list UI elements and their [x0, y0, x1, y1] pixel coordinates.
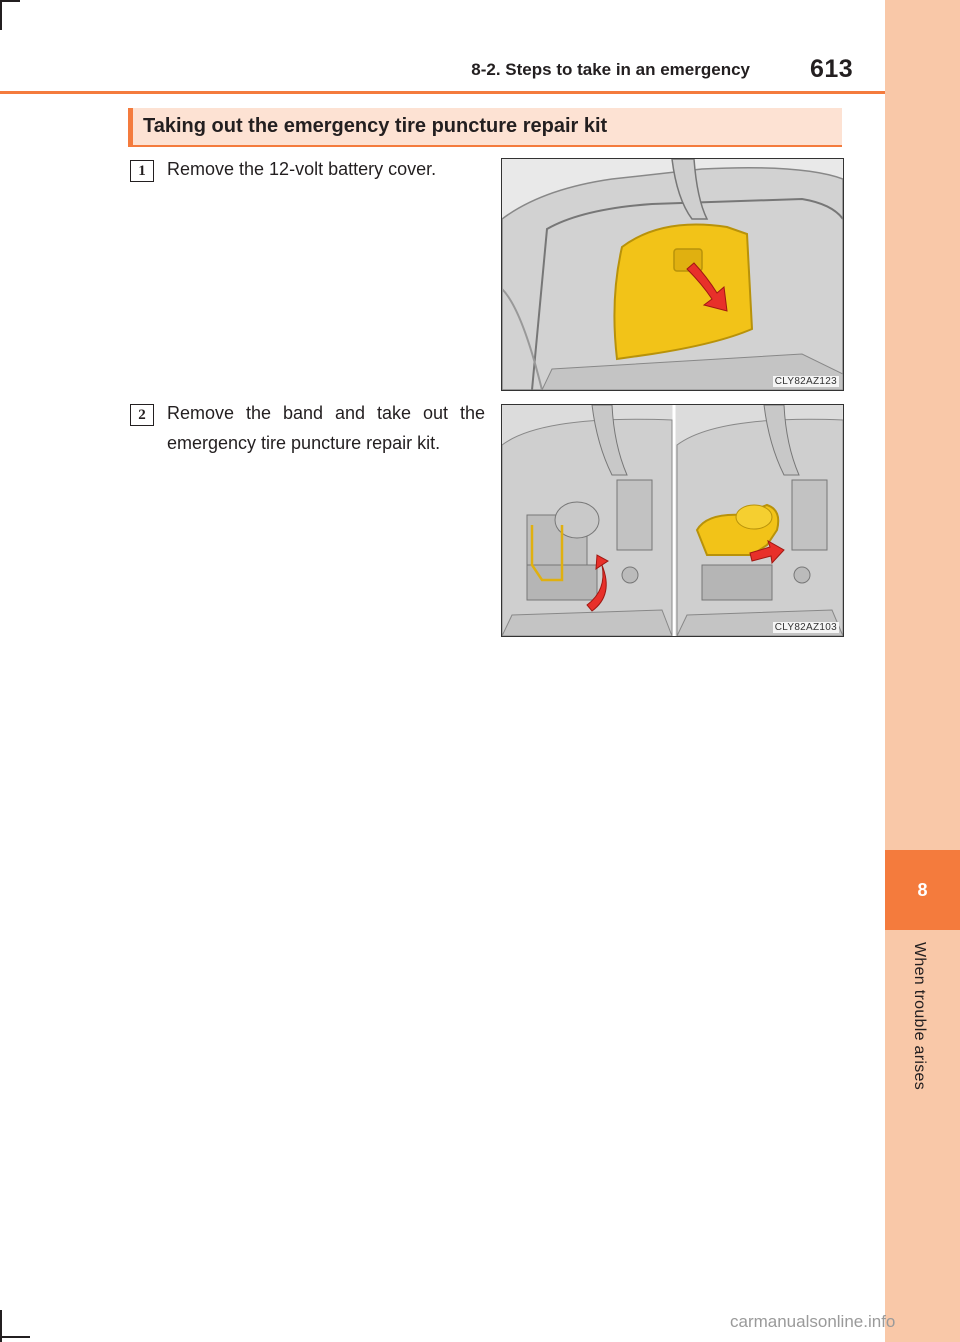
step-text: Remove the band and take out the emergency tire puncture repair kit. [167, 403, 485, 453]
header-rule [0, 91, 885, 94]
figure-code: CLY82AZ123 [774, 376, 837, 387]
crop-mark [0, 1336, 30, 1338]
repair-kit-illustration [501, 404, 844, 637]
heading-accent [128, 108, 133, 145]
page-number: 613 [810, 55, 854, 83]
left-panel [502, 405, 672, 636]
step-number: 2 [130, 404, 154, 426]
battery-cover-illustration [501, 158, 844, 391]
right-panel [677, 405, 843, 636]
section-title: 8-2. Steps to take in an emergency [471, 60, 750, 79]
step-text: Remove the 12-volt battery cover. [167, 159, 437, 179]
chapter-number: 8 [917, 879, 928, 900]
chapter-tab [885, 0, 960, 1342]
trunk-kit-illustration [502, 405, 843, 636]
step-number: 1 [130, 160, 154, 182]
chapter-title: When trouble arises [911, 942, 928, 1090]
section-heading [128, 108, 842, 147]
watermark: carmanualsonline.info [730, 1312, 896, 1331]
trunk-illustration [502, 159, 843, 390]
heading-text: Taking out the emergency tire puncture repair kit [143, 115, 608, 137]
chapter-number-box [885, 850, 960, 930]
figure-code: CLY82AZ103 [774, 622, 837, 633]
crop-mark [0, 0, 20, 2]
crop-mark [0, 0, 2, 30]
